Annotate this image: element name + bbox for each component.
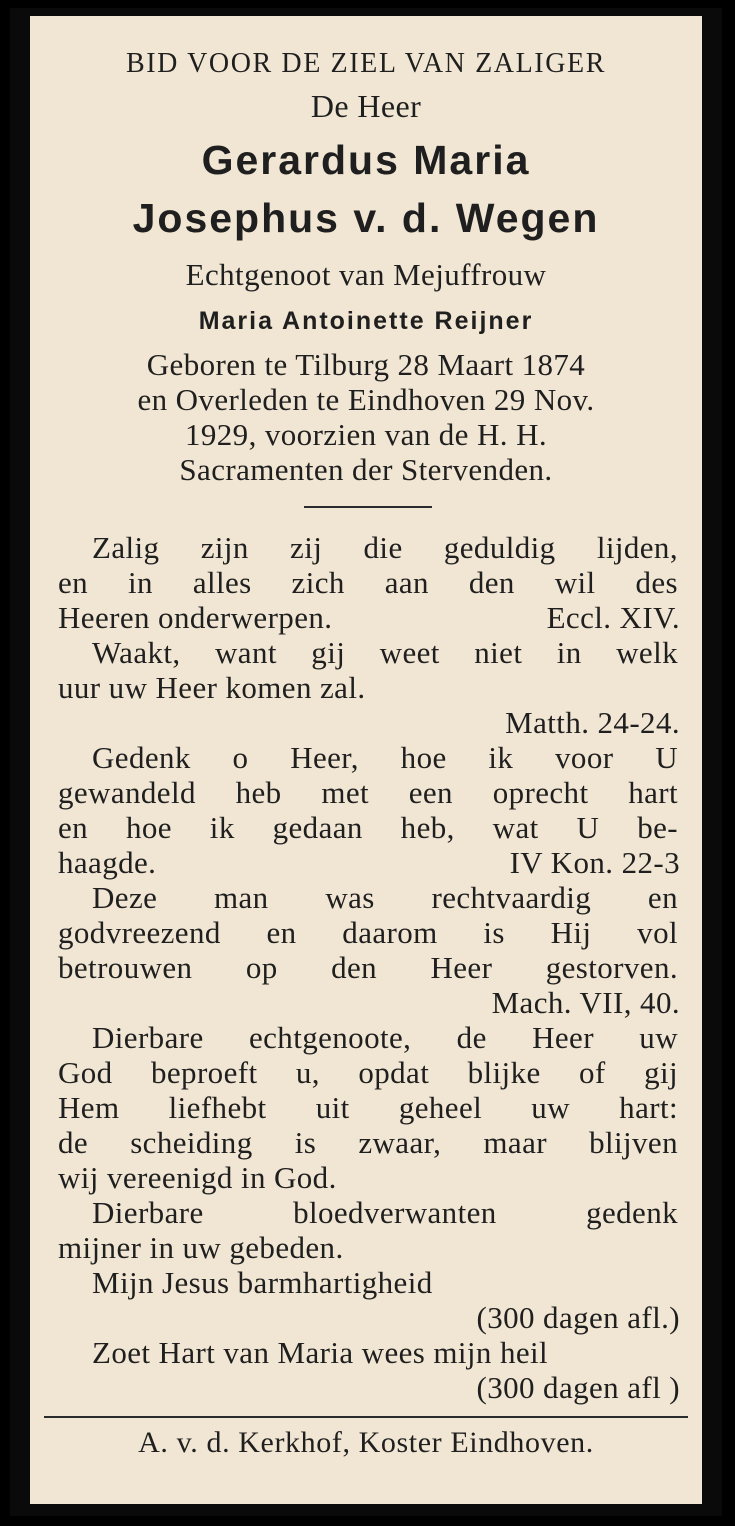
verse-line: en in alles zich aan den wil des bbox=[58, 565, 678, 600]
bio-line: Geboren te Tilburg 28 Maart 1874 bbox=[146, 347, 586, 382]
verse-line: Dierbare bloedverwanten gedenk bbox=[92, 1195, 678, 1230]
header-caps: BID VOOR DE ZIEL VAN ZALIGER bbox=[125, 48, 607, 79]
deceased-name-line2: Josephus v. d. Wegen bbox=[132, 195, 600, 241]
verse-line: Zalig zijn zij die geduldig lijden, bbox=[92, 530, 678, 565]
verse-line: Hem liefhebt uit geheel uw hart: bbox=[58, 1090, 678, 1125]
bio-line: en Overleden te Eindhoven 29 Nov. bbox=[137, 382, 595, 417]
verse-line: Deze man was rechtvaardig en bbox=[92, 880, 678, 915]
verse-line: godvreezend en daarom is Hij vol bbox=[58, 915, 678, 950]
verse-line: gewandeld heb met een oprecht hart bbox=[58, 775, 678, 810]
spouse-name: Maria Antoinette Reijner bbox=[198, 307, 534, 335]
verse-reference: Eccl. XIV. bbox=[546, 600, 680, 635]
verse-line: haagde. bbox=[58, 845, 157, 880]
bio-line: 1929, voorzien van de H. H. bbox=[184, 417, 548, 452]
verse-line: Gedenk o Heer, hoe ik voor U bbox=[92, 740, 678, 775]
verse-line: de scheiding is zwaar, maar blijven bbox=[58, 1125, 678, 1160]
divider-top bbox=[304, 506, 432, 508]
verse-reference: Matth. 24-24. bbox=[505, 705, 680, 740]
indulgence-note: (300 dagen afl ) bbox=[476, 1370, 680, 1405]
verse-line: God beproeft u, opdat blijke of gij bbox=[58, 1055, 678, 1090]
bio-line: Sacramenten der Stervenden. bbox=[179, 452, 553, 487]
verse-line: wij vereenigd in God. bbox=[58, 1160, 337, 1195]
verse-line: Dierbare echtgenoote, de Heer uw bbox=[92, 1020, 678, 1055]
indulgence-prayer: Zoet Hart van Maria wees mijn heil bbox=[92, 1335, 549, 1370]
printer-credit: A. v. d. Kerkhof, Koster Eindhoven. bbox=[138, 1426, 594, 1459]
verse-line: betrouwen op den Heer gestorven. bbox=[58, 950, 678, 985]
verse-reference: IV Kon. 22-3 bbox=[509, 845, 680, 880]
divider-footer bbox=[44, 1416, 688, 1418]
spouse-intro: Echtgenoot van Mejuffrouw bbox=[185, 257, 547, 292]
verse-reference: Mach. VII, 40. bbox=[491, 985, 680, 1020]
verse-line: Waakt, want gij weet niet in welk bbox=[92, 635, 678, 670]
verse-line: en hoe ik gedaan heb, wat U be- bbox=[58, 810, 678, 845]
title-honorific: De Heer bbox=[310, 88, 422, 124]
memorial-card bbox=[30, 16, 702, 1504]
indulgence-note: (300 dagen afl.) bbox=[476, 1300, 680, 1335]
verse-line: mijner in uw gebeden. bbox=[58, 1230, 344, 1265]
deceased-name-line1: Gerardus Maria bbox=[201, 137, 531, 183]
indulgence-prayer: Mijn Jesus barmhartigheid bbox=[92, 1265, 433, 1300]
verse-line: uur uw Heer komen zal. bbox=[58, 670, 366, 705]
verse-line: Heeren onderwerpen. bbox=[58, 600, 333, 635]
